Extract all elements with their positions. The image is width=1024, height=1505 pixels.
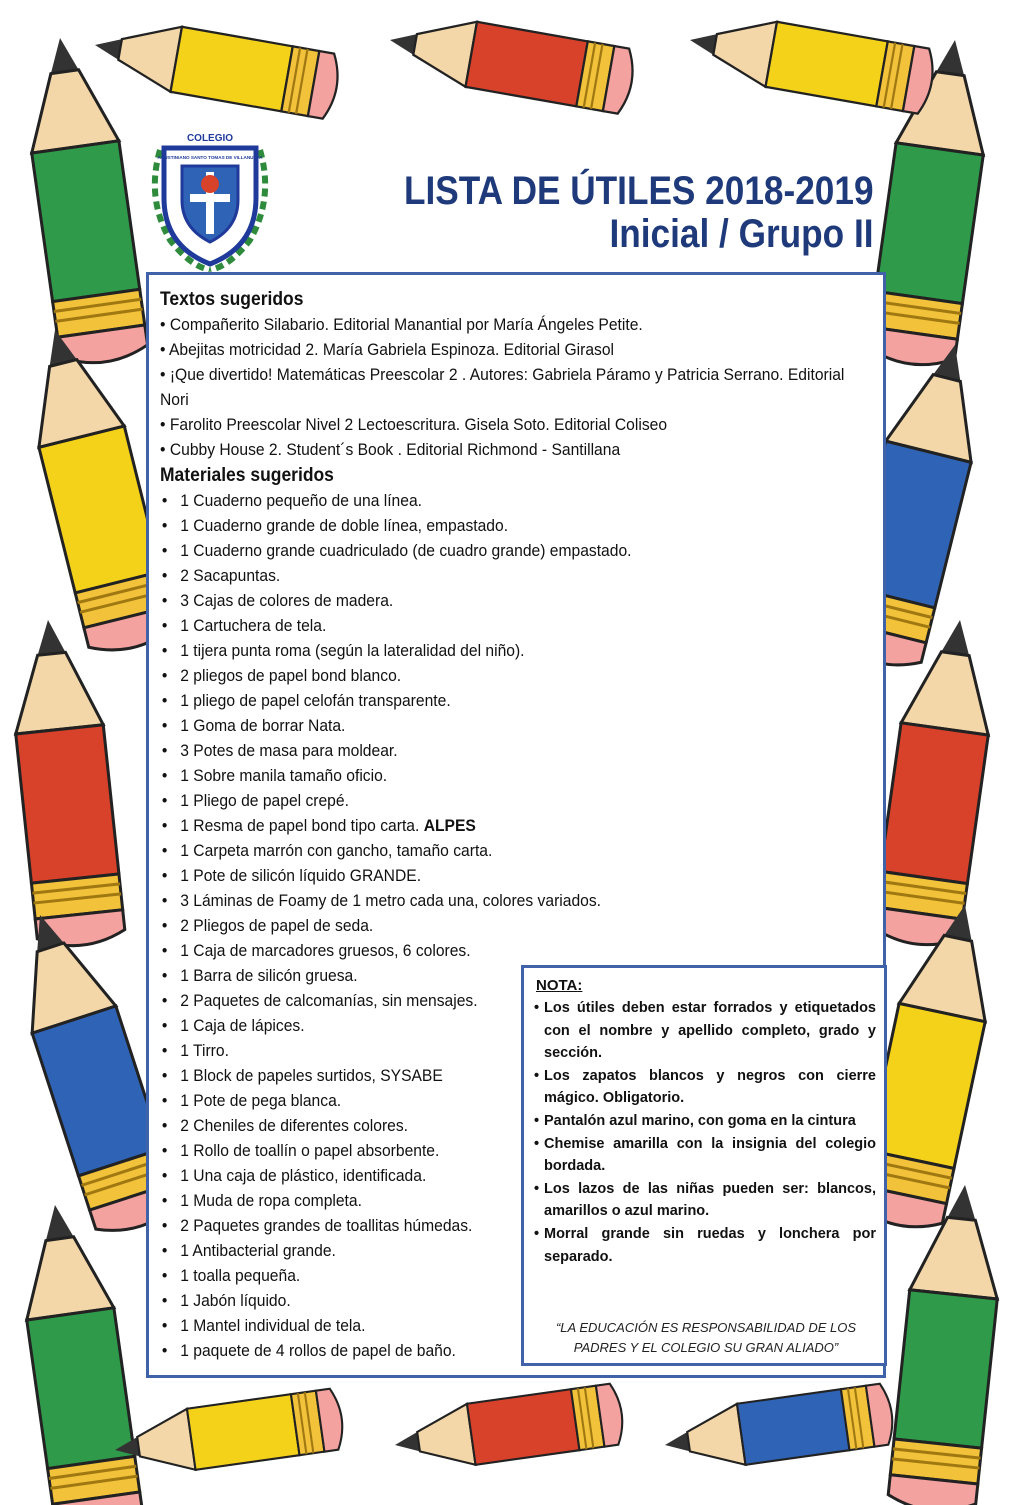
list-item: • 1 Sobre manila tamaño oficio. [160, 763, 822, 788]
list-item: • 1 Rollo de toallín o papel absorbente. [160, 1138, 822, 1163]
pencil-red-left [4, 615, 126, 949]
pencil-yellow-top [89, 13, 342, 121]
list-item: • 1 paquete de 4 rollos de papel de baño. [160, 1338, 822, 1363]
list-item: • 2 Paquetes grandes de toallitas húmedas. [160, 1213, 822, 1238]
logo-top-text: COLEGIO [186, 133, 234, 144]
pencil-blue-bottom [661, 1383, 896, 1476]
list-item: • 1 Goma de borrar Nata. [160, 713, 822, 738]
list-item: • 1 Caja de lápices. [160, 1013, 822, 1038]
list-item-resma [160, 813, 822, 838]
nota-title-text: NOTA [536, 977, 578, 994]
pencil-green-bottom-right [887, 1180, 1009, 1505]
list-item: • 1 toalla pequeña. [160, 1263, 822, 1288]
texto-item: • Abejitas motricidad 2. María Gabriela Espinoza. Editorial Girasol [160, 340, 615, 359]
nota-item: • Los lazos de las niñas pueden ser: blancos, amarillos o azul marino. [536, 1178, 876, 1223]
pencil-yellow-bottom [111, 1388, 346, 1481]
materiales-heading: Materiales sugeridos [160, 465, 334, 486]
list-item: • 1 Pliego de papel crepé. [160, 788, 822, 813]
title-line-2: Inicial / Grupo II [609, 212, 874, 257]
list-item: • 1 Jabón líquido. [160, 1288, 822, 1313]
list-item: • 1 Muda de ropa completa. [160, 1188, 822, 1213]
list-item: • 3 Potes de masa para moldear. [160, 738, 822, 763]
school-crest-logo [140, 128, 280, 276]
list-item: • 1 Barra de silicón gruesa. [160, 963, 822, 988]
list-item: • 2 Sacapuntas. [160, 563, 822, 588]
nota-quote [536, 1318, 876, 1358]
nota-title [536, 975, 876, 997]
nota-item: • Morral grande sin ruedas y lonchera por separado. [536, 1223, 876, 1268]
pencil-yellow-top-right [684, 8, 937, 116]
list-item: • 1 Mantel individual de tela. [160, 1313, 822, 1338]
page-title [405, 170, 874, 256]
resma-text: 1 Resma de papel bond tipo carta. [180, 816, 420, 835]
list-item: • 1 Antibacterial grande. [160, 1238, 822, 1263]
list-item: • 1 Caja de marcadores gruesos, 6 colores. [160, 938, 822, 963]
list-item: • 2 Cheniles de diferentes colores. [160, 1113, 822, 1138]
pencil-green-bottom-left [11, 1199, 144, 1505]
texto-item: • Cubby House 2. Student´s Book . Editorial Richmond - Santillana [160, 440, 621, 459]
list-item: • 1 Tirro. [160, 1038, 822, 1063]
list-item: • 3 Cajas de colores de madera. [160, 588, 822, 613]
list-item: • 1 Pote de silicón líquido GRANDE. [160, 863, 822, 888]
nota-content [536, 975, 876, 1268]
nota-item: • Chemise amarilla con la insignia del colegio bordada. [536, 1133, 876, 1178]
texto-item: • ¡Que divertido! Matemáticas Preescolar 2 . Autores: Gabriela Páramo y Patricia Serrano. Editorial Nori [160, 365, 845, 409]
quote-line-1: “LA EDUCACIÓN ES RESPONSABILIDAD DE LOS [555, 1320, 857, 1335]
nota-item: • Los zapatos blancos y negros con cierre mágico. Obligatorio. [536, 1065, 876, 1110]
list-item: • 1 Cuaderno grande cuadriculado (de cuadro grande) empastado. [160, 538, 822, 563]
list-item: • 3 Láminas de Foamy de 1 metro cada una, colores variados. [160, 888, 822, 913]
pencil-red-bottom [391, 1383, 626, 1476]
list-item: • 2 Pliegos de papel de seda. [160, 913, 822, 938]
list-item: • 1 Cartuchera de tela. [160, 613, 822, 638]
texto-item: • Farolito Preescolar Nivel 2 Lectoescritura. Gisela Soto. Editorial Coliseo [160, 415, 668, 434]
brand-alpes: ALPES [423, 816, 476, 835]
textos-heading: Textos sugeridos [160, 289, 304, 310]
list-item: • 2 Paquetes de calcomanías, sin mensajes. [160, 988, 822, 1013]
quote-line-2: PADRES Y EL COLEGIO SU GRAN ALIADO” [573, 1340, 839, 1355]
pencil-red-top [384, 8, 637, 116]
list-item: • 1 tijera punta roma (según la lateralidad del niño). [160, 638, 822, 663]
list-item: • 1 Cuaderno grande de doble línea, empastado. [160, 513, 822, 538]
list-item: • 1 Cuaderno pequeño de una línea. [160, 488, 822, 513]
list-item: • 1 Pote de pega blanca. [160, 1088, 822, 1113]
list-item: • 1 pliego de papel celofán transparente. [160, 688, 822, 713]
list-item: • 1 Carpeta marrón con gancho, tamaño carta. [160, 838, 822, 863]
nota-item: • Los útiles deben estar forrados y etiquetados con el nombre y apellido completo, grado y sección. [536, 997, 876, 1065]
pencil-green-top-left [16, 32, 149, 368]
list-item: • 2 pliegos de papel bond blanco. [160, 663, 822, 688]
nota-item: • Pantalón azul marino, con goma en la cintura [536, 1110, 876, 1133]
logo-ring-text: AGUSTINIANO SANTO TOMAS DE VILLANUEVA [157, 155, 263, 160]
title-line-1: LISTA DE ÚTILES 2018-2019 [404, 169, 874, 213]
list-item: • 1 Block de papeles surtidos, SYSABE [160, 1063, 822, 1088]
texto-item: • Compañerito Silabario. Editorial Manantial por María Ángeles Petite. [160, 315, 643, 334]
nota-title-colon: : [577, 977, 583, 994]
list-item: • 1 Una caja de plástico, identificada. [160, 1163, 822, 1188]
